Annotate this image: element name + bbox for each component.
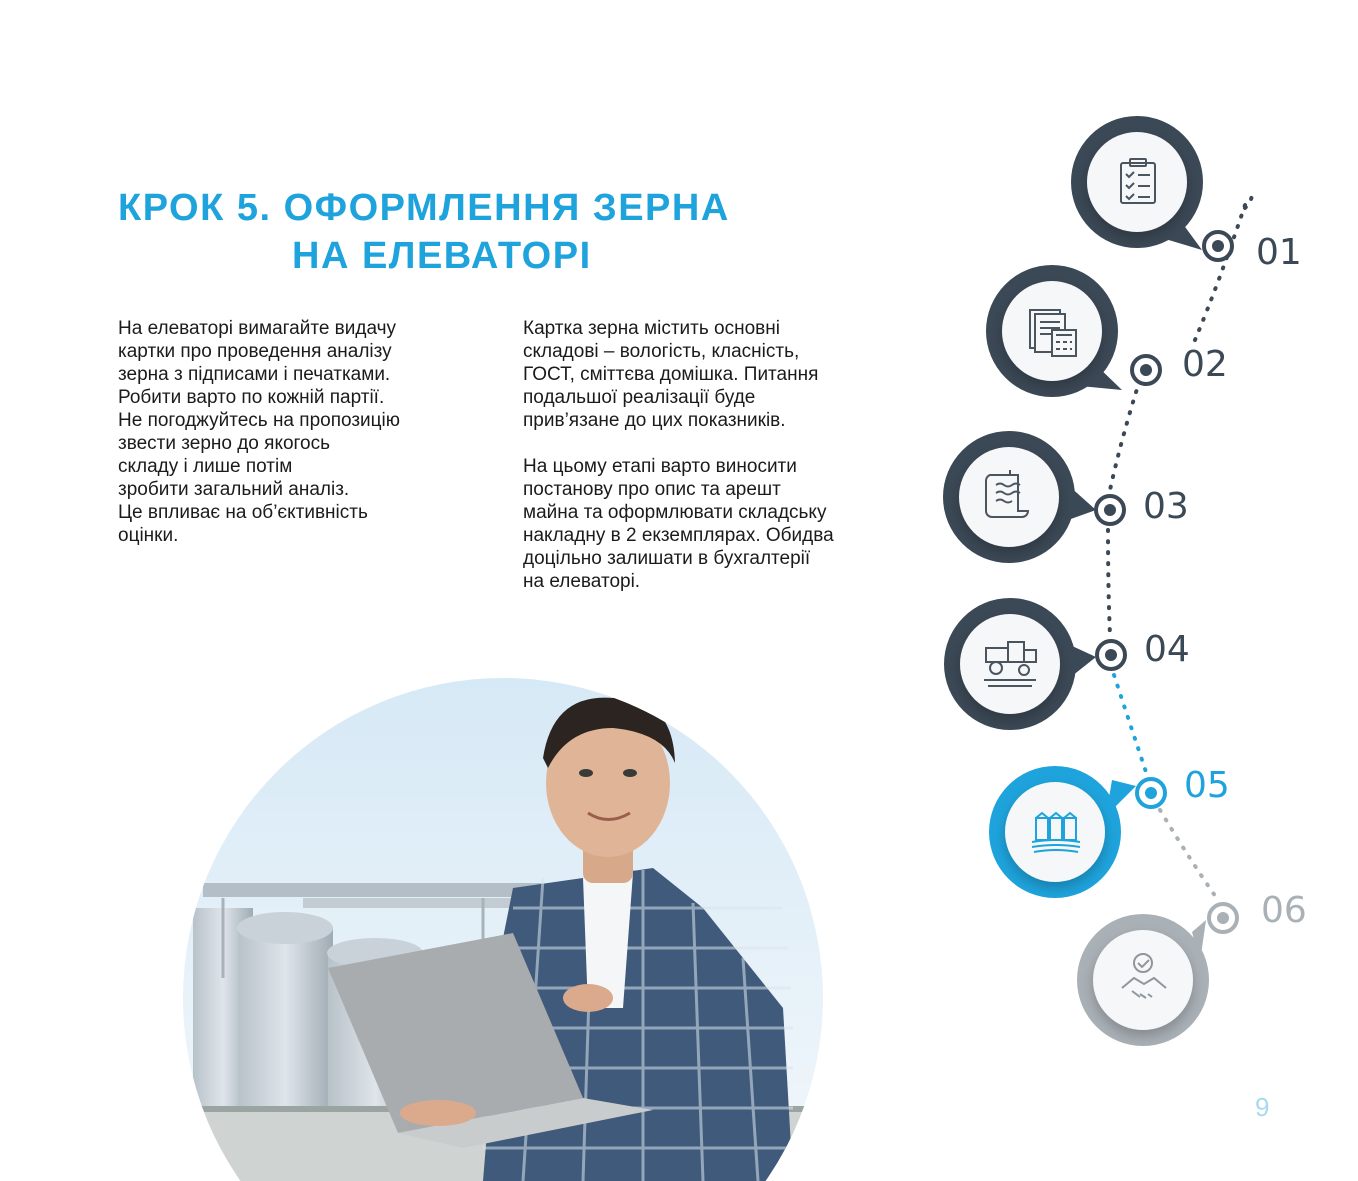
right-text-column [523,317,903,593]
title-line-1: КРОК 5. ОФОРМЛЕННЯ ЗЕРНА [118,187,730,229]
step-number-05: 05 [1184,765,1230,806]
page-number: 9 [1255,1092,1270,1122]
step-number-02: 02 [1182,344,1228,385]
title-line-2: НА ЕЛЕВАТОРІ [292,235,592,277]
step-06 [1077,904,1237,1046]
right-paragraph-1: Картка зерна містить основні складові – вологість, класність, ГОСТ, сміттєва домішка. Питання подальшої реалізації буде прив’язане до цих показників. [523,318,819,431]
step-03 [943,431,1124,563]
step-number-01: 01 [1256,232,1302,273]
step-number-03: 03 [1143,486,1189,527]
page-title [118,184,758,280]
right-paragraph-2: На цьому етапі варто виносити постанову про опис та арешт майна та оформлювати складську накладну в 2 екземплярах. Обидва доцільно залишати в бухгалтерії на елеваторі. [523,456,834,592]
step-02 [986,265,1160,397]
step-number-04: 04 [1144,629,1190,670]
left-paragraph: На елеваторі вимагайте видачу картки про проведення аналізу зерна з підписами і печатками. Робити варто по кожній партії. Не погоджуйтесь на пропозицію звести зерно до якогось складу і лише потім зробити загальний аналіз. Це впливає на об’єктивність оцінки. [118,318,401,546]
steps-timeline [900,90,1358,1090]
farmer-photo [183,678,823,1181]
step-number-06: 06 [1261,890,1307,931]
step-04 [944,598,1125,730]
step-05 [989,766,1165,898]
left-text-column [118,317,478,547]
step-01 [1071,116,1232,260]
